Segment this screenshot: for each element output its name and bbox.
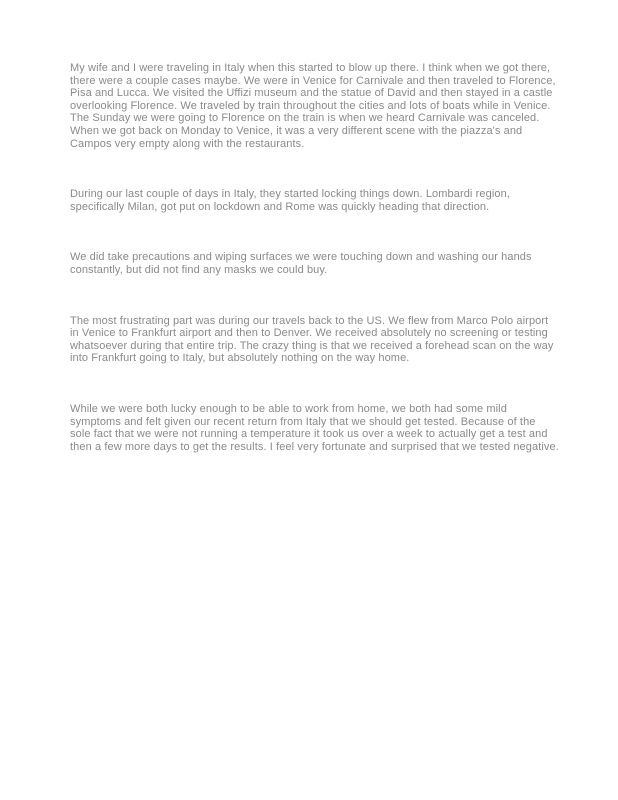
document-text-block — [70, 62, 559, 491]
paragraph-travel-story: My wife and I were traveling in Italy when this started to blow up there. I think when we got there, there were a couple cases maybe. We were in Venice for Carnivale and then traveled to Florence, Pisa and Lucca. We visited the Uffizi museum and the statue of David and then stayed in a castle overlooking Florence. We traveled by train throughout the cities and lots of boats while in Venice. The Sunday we were going to Florence on the train is when we heard Carnivale was canceled. When we got back on Monday to Venice, it was a very different scene with the piazza's and Campos very empty along with the restaurants. — [70, 62, 556, 150]
paragraph-testing: While we were both lucky enough to be able to work from home, we both had some mild symptoms and felt given our recent return from Italy that we should get tested. Because of the sole fact that we were not running a temperature it took us over a week to actually get a test and then a few more days to get the results. I feel very fortunate and surprised that we tested negative. — [70, 402, 559, 453]
paragraph-precautions: We did take precautions and wiping surfaces we were touching down and washing our hands constantly, but did not find any masks we could buy. — [70, 251, 532, 276]
paragraph-return-travel: The most frustrating part was during our travels back to the US. We flew from Marco Polo airport in Venice to Frankfurt airport and then to Denver. We received absolutely no screening or testing whatsoever during that entire trip. The crazy thing is that we received a forehead scan on the way into Frankfurt going to Italy, but absolutely nothing on the way home. — [70, 314, 554, 365]
paragraph-lockdown: During our last couple of days in Italy, they started locking things down. Lombardi region, specifically Milan, got put on lockdown and Rome was quickly heading that direction. — [70, 188, 510, 213]
